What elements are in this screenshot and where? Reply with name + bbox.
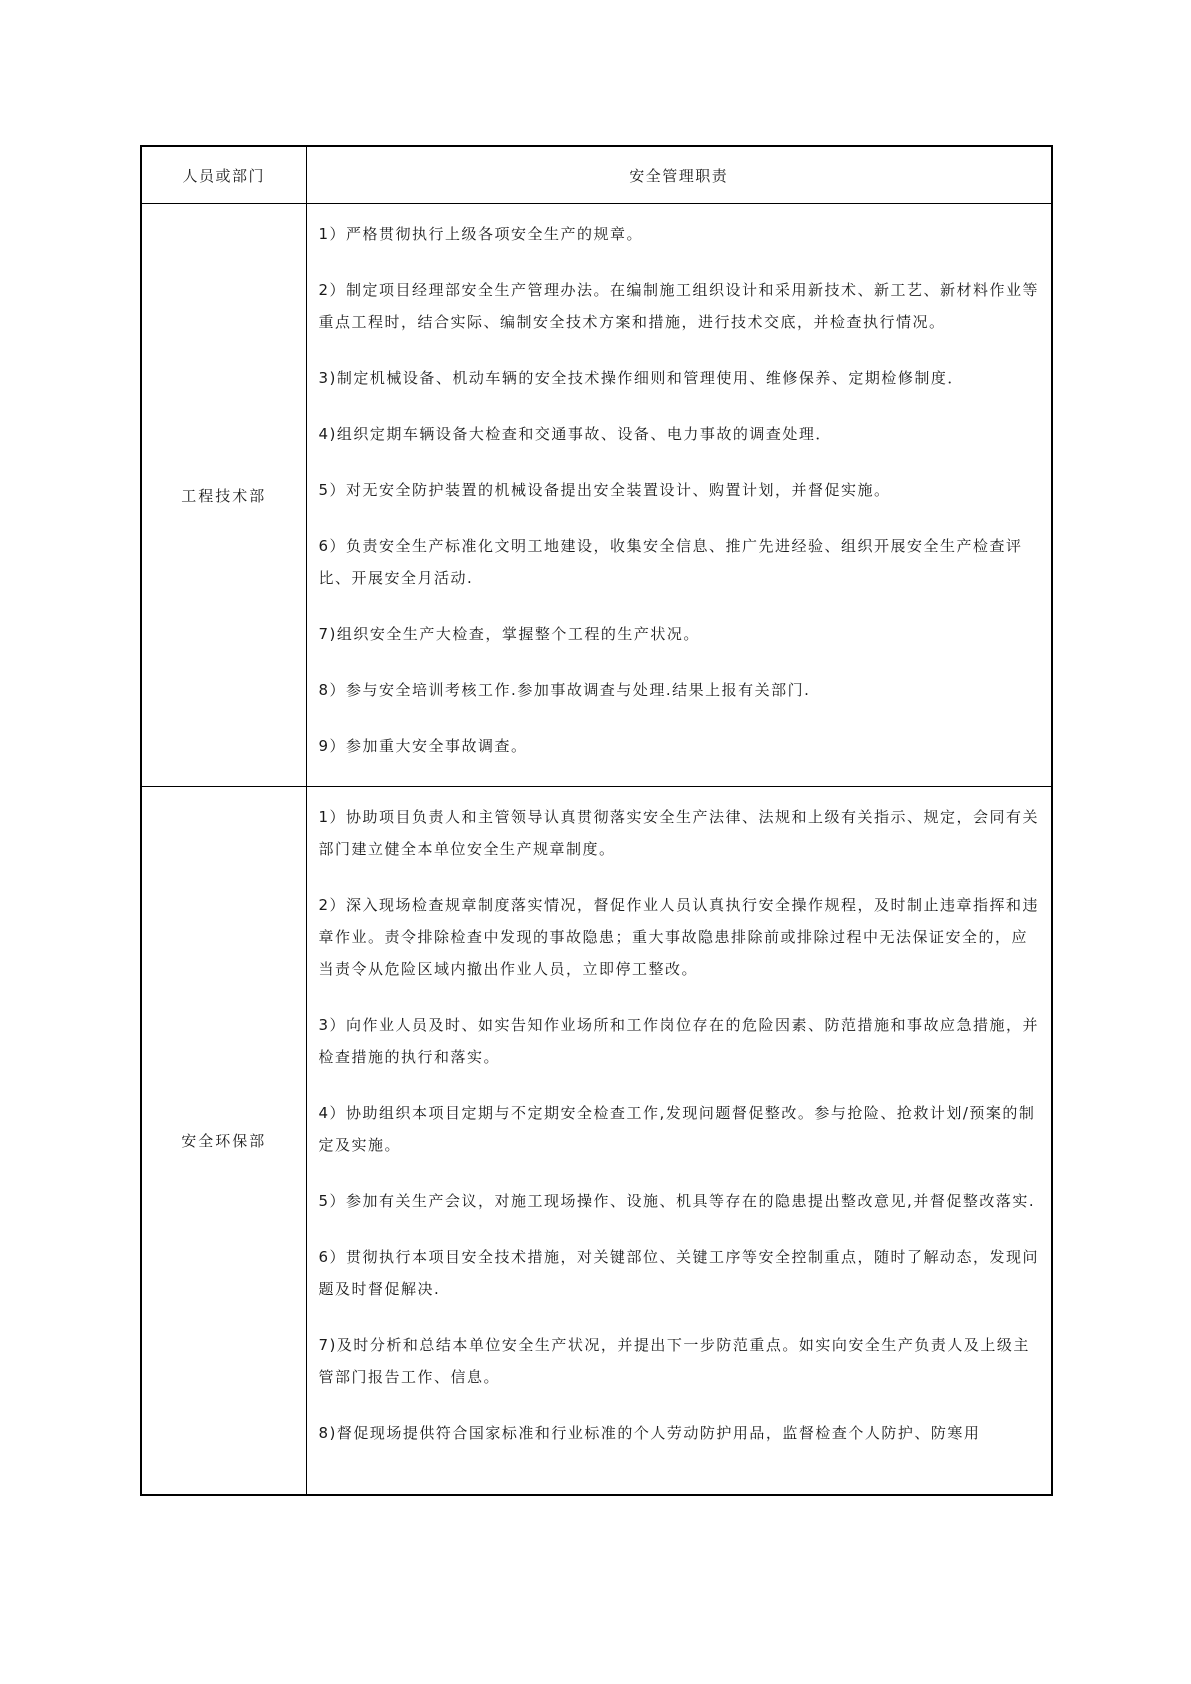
header-department: 人员或部门 [141,146,306,204]
duty-item: 4）协助组织本项目定期与不定期安全检查工作,发现问题督促整改。参与抢险、抢救计划/预案的制定及实施。 [318,1104,1036,1154]
duty-item: 6）贯彻执行本项目安全技术措施，对关键部位、关键工序等安全控制重点，随时了解动态，发现问题及时督促解决. [318,1248,1040,1298]
duties-list [306,787,1052,1495]
header-duties: 安全管理职责 [306,146,1052,204]
duty-item: 9）参加重大安全事故调查。 [318,737,528,755]
duty-item: 2）制定项目经理部安全生产管理办法。在编制施工组织设计和采用新技术、新工艺、新材料作业等重点工程时，结合实际、编制安全技术方案和措施，进行技术交底，并检查执行情况。 [318,281,1040,331]
table-row-safety-environment [141,787,1052,1495]
duty-item: 3）向作业人员及时、如实告知作业场所和工作岗位存在的危险因素、防范措施和事故应急措施，并检查措施的执行和落实。 [318,1016,1040,1066]
duties-list [306,204,1052,787]
duty-item: 5）参加有关生产会议，对施工现场操作、设施、机具等存在的隐患提出整改意见,并督促整改落实. [318,1192,1036,1210]
department-name: 安全环保部 [141,787,306,1495]
safety-duty-table [140,145,1053,1496]
duty-item: 3)制定机械设备、机动车辆的安全技术操作细则和管理使用、维修保养、定期检修制度． [318,369,964,387]
duty-item: 5）对无安全防护装置的机械设备提出安全装置设计、购置计划，并督促实施。 [318,481,891,499]
duty-item: 8)督促现场提供符合国家标准和行业标准的个人劳动防护用品，监督检查个人防护、防寒用 [318,1424,981,1442]
department-name: 工程技术部 [141,204,306,787]
table-header-row [141,146,1052,204]
table-row-engineering [141,204,1052,787]
duty-item: 6）负责安全生产标准化文明工地建设，收集安全信息、推广先进经验、组织开展安全生产检查评比、开展安全月活动. [318,537,1023,587]
duty-item: 1）协助项目负责人和主管领导认真贯彻落实安全生产法律、法规和上级有关指示、规定，会同有关部门建立健全本单位安全生产规章制度。 [318,808,1040,858]
duty-item: 2）深入现场检查规章制度落实情况，督促作业人员认真执行安全操作规程，及时制止违章指挥和违章作业。责令排除检查中发现的事故隐患；重大事故隐患排除前或排除过程中无法保证安全的，应当责令从危险区域内撤出作业人员，立即停工整改。 [318,896,1040,978]
duty-item: 1）严格贯彻执行上级各项安全生产的规章。 [318,225,644,243]
duty-item: 4)组织定期车辆设备大检查和交通事故、设备、电力事故的调查处理． [318,425,832,443]
duty-item: 7)组织安全生产大检查，掌握整个工程的生产状况。 [318,625,700,643]
duty-item: 7)及时分析和总结本单位安全生产状况，并提出下一步防范重点。如实向安全生产负责人及上级主管部门报告工作、信息。 [318,1336,1030,1386]
duty-item: 8）参与安全培训考核工作.参加事故调查与处理.结果上报有关部门. [318,681,811,699]
